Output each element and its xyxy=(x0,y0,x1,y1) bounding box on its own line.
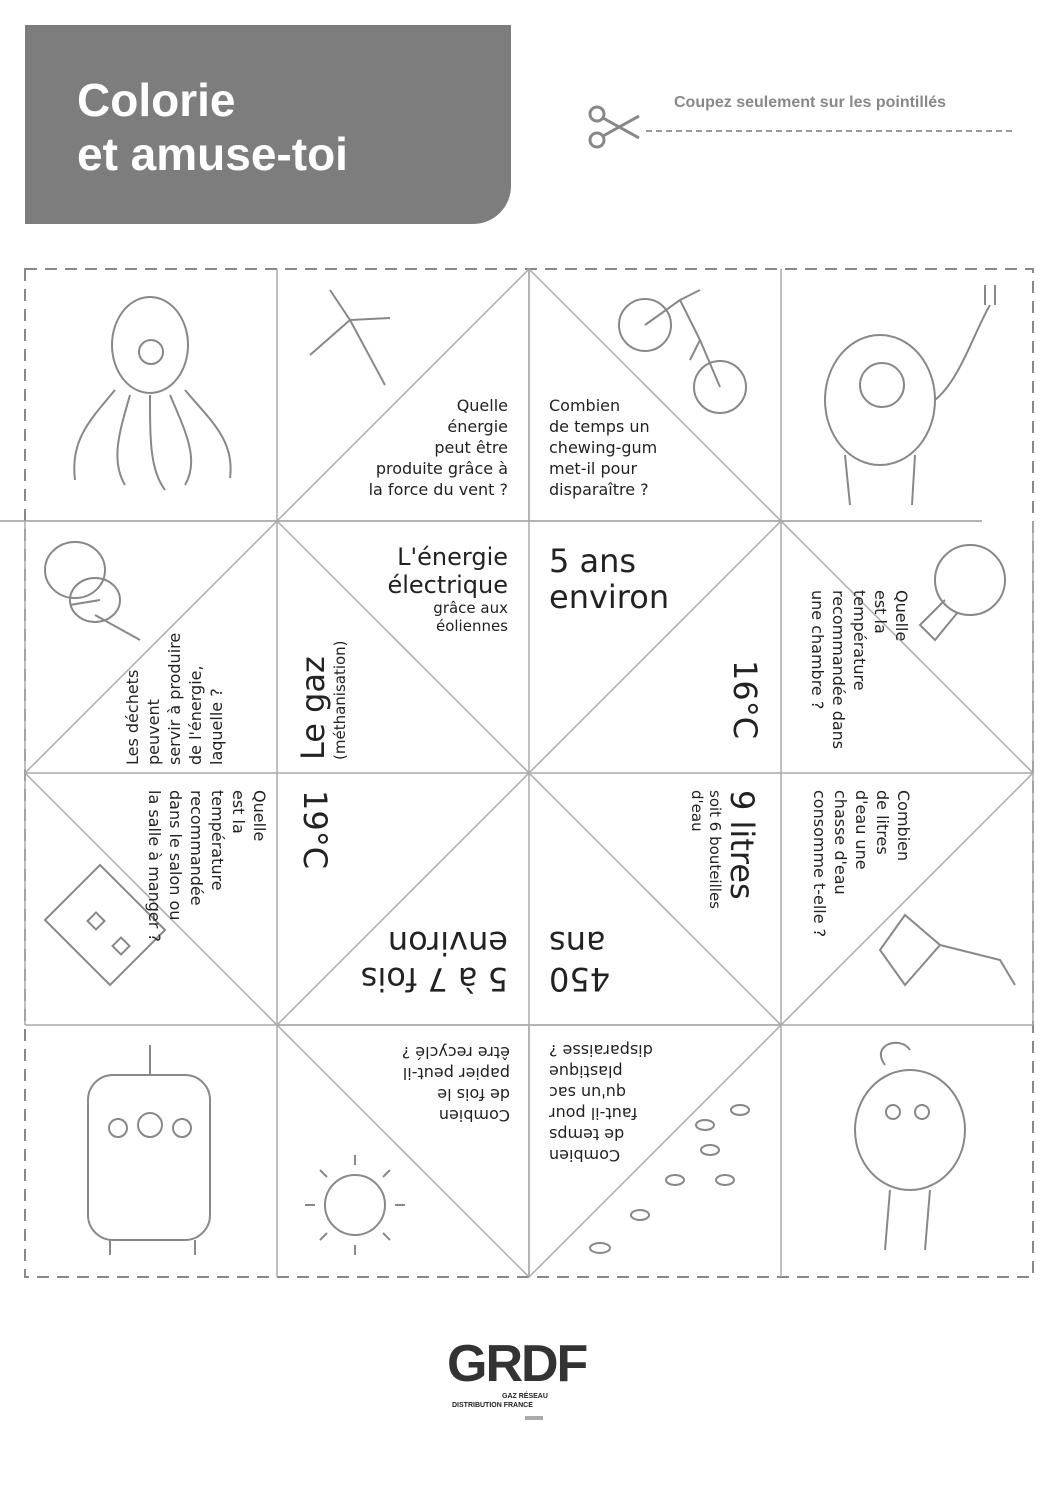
cut-instruction: Coupez seulement sur les pointillés xyxy=(674,94,947,111)
flame-monster-icon xyxy=(855,1043,965,1250)
question-gum: Combien de temps un chewing-gum met-il pour disparaître ? xyxy=(549,396,658,499)
logo-bar xyxy=(525,1416,543,1420)
octopus-monster-icon xyxy=(74,297,230,490)
sun-icon xyxy=(305,1155,405,1255)
answer-paper: 5 à 7 fois environ xyxy=(360,924,508,998)
grdf-logo xyxy=(447,1335,617,1423)
question-flush: Combien de litres d'eau une chasse d'eau consomme t-elle ? xyxy=(810,790,913,938)
question-living: Quelle est la température recommandée dans le salon ou la salle à manger ? xyxy=(145,790,269,942)
light-bulb-icon xyxy=(920,545,1005,640)
question-wind: Quelle énergie peut être produite grâce à la force du vent ? xyxy=(368,396,508,499)
answer-bedroom: 16°C xyxy=(726,660,764,740)
question-bedroom: Quelle est la température recommandée dans une chambre ? xyxy=(808,590,911,750)
logo-brand: GRDF xyxy=(447,1335,587,1393)
answer-wind: L'énergie électrique grâce aux éoliennes xyxy=(387,543,508,635)
answer-waste: Le gaz (méthanisation) xyxy=(294,640,349,760)
question-waste: Les déchets peuvent servir à produire de l'énergie, laquelle ? xyxy=(123,632,226,765)
answer-living: 19°C xyxy=(296,790,334,870)
wind-turbine-icon xyxy=(310,290,390,385)
question-bag: Combien de temps faut-il pour qu'un sac plastique disparaisse ? xyxy=(549,1041,653,1165)
boiler-monster-icon xyxy=(88,1045,210,1255)
page-title: Colorie et amuse-toi xyxy=(77,74,348,180)
logo-sub1: GAZ RÉSEAU xyxy=(502,1393,548,1400)
answer-flush: 9 litres soit 6 bouteilles d'eau xyxy=(688,790,761,909)
plug-monster-icon xyxy=(825,285,995,505)
answer-gum: 5 ans environ xyxy=(549,542,670,616)
logo-sub2: DISTRIBUTION FRANCE xyxy=(452,1402,533,1409)
question-paper: Combien de fois le papier peut-il être recyclé ? xyxy=(401,1043,510,1125)
answer-bag: 450 ans xyxy=(549,924,611,998)
